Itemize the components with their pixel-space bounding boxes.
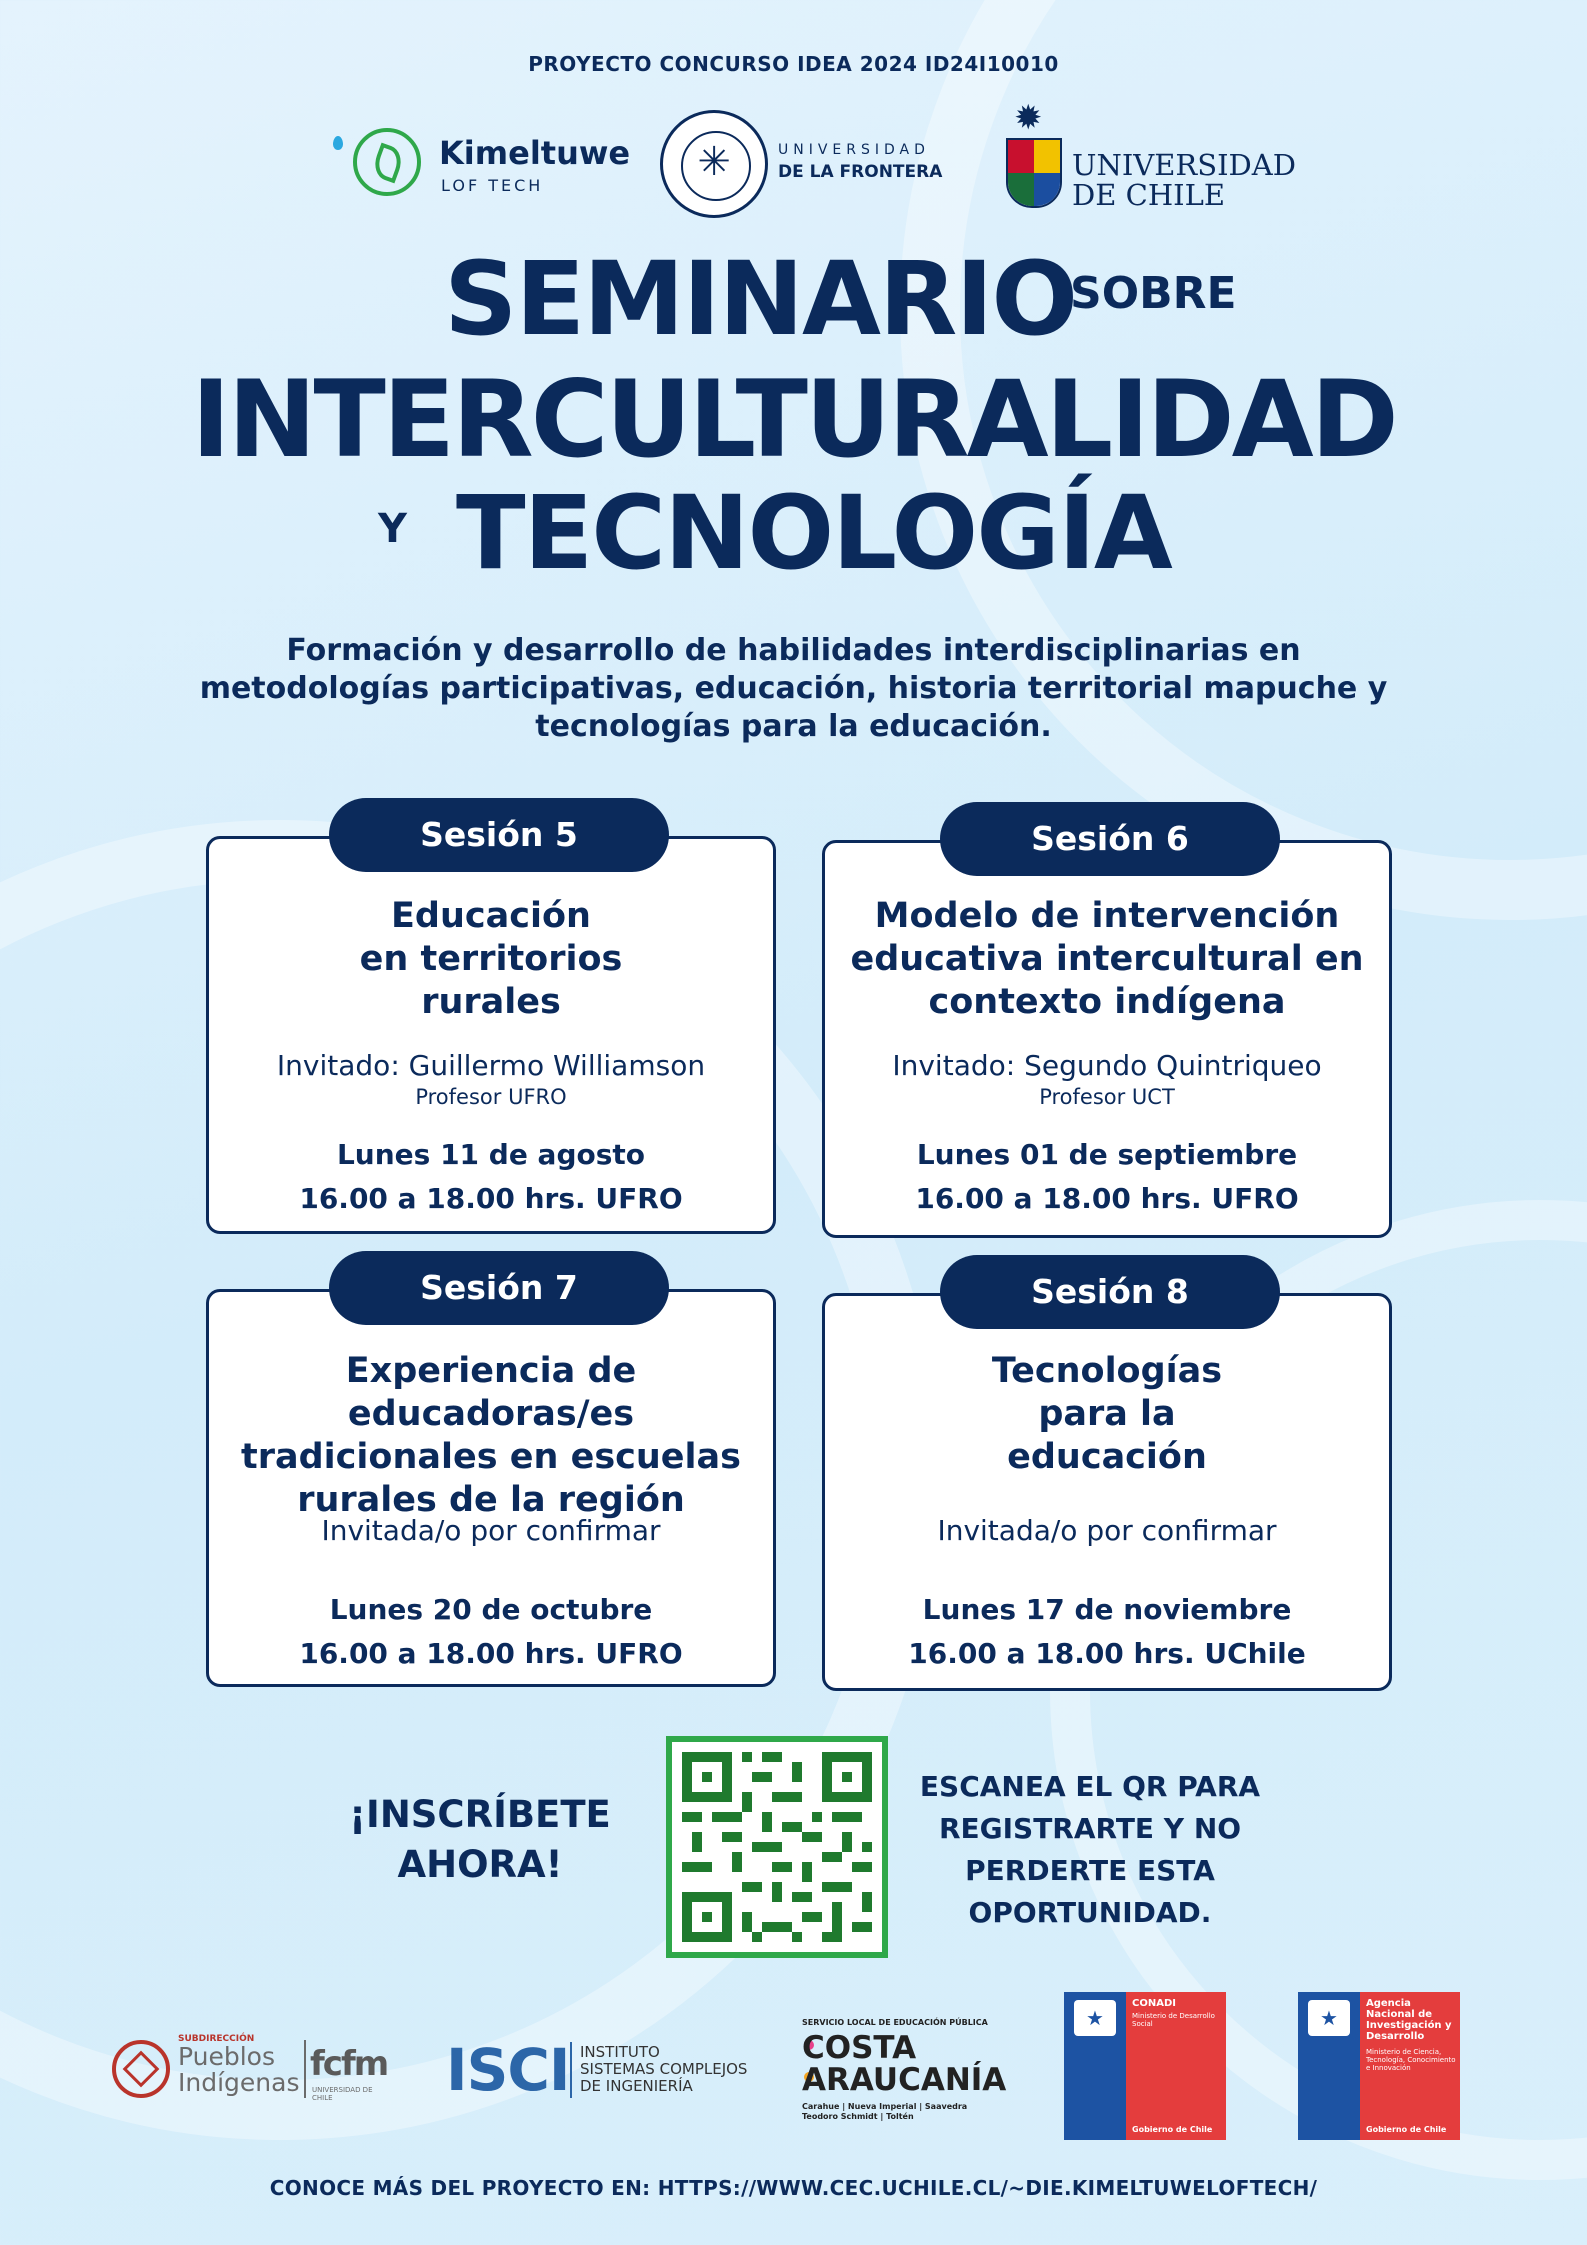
session-title-line: Experiencia de educadoras/es — [345, 1351, 637, 1434]
uchile-line1: UNIVERSIDAD — [1072, 148, 1296, 182]
session-time-text: 16.00 a 18.00 hrs. UChile — [908, 1637, 1306, 1670]
pi-name — [178, 2044, 299, 2096]
session-time-text: 16.00 a 18.00 hrs. UFRO — [299, 1182, 683, 1215]
scan-line: REGISTRARTE Y NO — [938, 1812, 1242, 1845]
isci-line: SISTEMAS COMPLEJOS — [580, 2060, 748, 2078]
session-date — [825, 1588, 1389, 1676]
subtitle — [0, 632, 1587, 746]
session-title-line: contexto indígena — [928, 982, 1286, 1022]
ufro-line2: DE LA FRONTERA — [778, 162, 943, 182]
fcfm-logo-text: fcfm — [310, 2044, 388, 2084]
session-time-text: 16.00 a 18.00 hrs. UFRO — [299, 1637, 683, 1670]
title-tecnologia: TECNOLOGÍA — [456, 474, 1171, 593]
session-date-text: Lunes 17 de noviembre — [922, 1593, 1292, 1626]
costa-line1: COSTA — [802, 2030, 917, 2066]
title-seminario: SEMINARIO — [444, 240, 1077, 359]
isci-line: DE INGENIERÍA — [580, 2077, 693, 2095]
session-label-6: Sesión 6 — [940, 802, 1280, 876]
session-date — [209, 1588, 773, 1676]
water-drop-icon — [333, 136, 343, 150]
session-title — [209, 1350, 773, 1522]
ufro-logo — [660, 110, 960, 220]
uchile-line2: DE CHILE — [1072, 178, 1226, 212]
costa-subtext — [802, 2102, 967, 2122]
isci-text — [580, 2044, 747, 2095]
pueblos-indigenas-seal-icon — [112, 2040, 170, 2098]
session-title — [209, 895, 773, 1024]
session-title-line: rurales de la región — [297, 1480, 685, 1520]
conadi-name: CONADI — [1132, 1998, 1176, 2009]
scan-callout — [900, 1766, 1280, 1934]
pi-name-line: Pueblos — [178, 2042, 275, 2071]
title-sobre: SOBRE — [1070, 268, 1237, 319]
subtitle-line: metodologías participativas, educación, historia territorial mapuche y — [199, 671, 1388, 706]
session-date-text: Lunes 20 de octubre — [329, 1593, 653, 1626]
pueblos-indigenas-logo — [112, 2034, 392, 2104]
session-card-8 — [822, 1293, 1392, 1691]
costa-line2: ARAUCANÍA — [802, 2062, 1007, 2098]
title-y: Y — [378, 506, 407, 552]
session-card-7 — [206, 1289, 776, 1687]
costa-araucania-logo — [802, 2018, 1032, 2121]
kimeltuwe-logo — [333, 118, 643, 218]
kimeltuwe-subtitle: LOF TECH — [441, 176, 544, 195]
session-title-line: en territorios — [359, 939, 623, 979]
isci-logo — [446, 2036, 766, 2106]
session-guest: Invitado: Segundo Quintriqueo — [892, 1049, 1322, 1082]
session-title-line: para la — [1038, 1394, 1176, 1434]
session-title-line: educación — [1007, 1437, 1207, 1477]
session-title-line: Tecnologías — [991, 1351, 1223, 1391]
session-title — [825, 1350, 1389, 1479]
uchile-text — [1072, 150, 1296, 210]
isci-wordmark: ISCI — [446, 2036, 570, 2104]
conadi-logo — [1064, 1992, 1226, 2140]
subtitle-line: tecnologías para la educación. — [535, 709, 1052, 744]
session-title-line: Educación — [391, 896, 591, 936]
scan-line: ESCANEA EL QR PARA — [919, 1770, 1261, 1803]
session-date — [825, 1133, 1389, 1221]
divider — [304, 2040, 306, 2098]
session-role: Profesor UCT — [1039, 1085, 1175, 1109]
session-guest: Invitada/o por confirmar — [321, 1514, 661, 1547]
session-card-5 — [206, 836, 776, 1234]
session-label-7: Sesión 7 — [329, 1251, 669, 1325]
session-date-text: Lunes 11 de agosto — [336, 1138, 646, 1171]
costa-top-label: SERVICIO LOCAL DE EDUCACIÓN PÚBLICA — [802, 2018, 988, 2027]
kimeltuwe-name: Kimeltuwe — [439, 134, 631, 172]
footer-link[interactable]: CONOCE MÁS DEL PROYECTO EN: HTTPS://WWW.CEC.UCHILE.CL/~DIE.KIMELTUWELOFTECH/ — [269, 2176, 1318, 2200]
anid-logo — [1298, 1992, 1460, 2140]
session-title-line: rurales — [421, 982, 561, 1022]
anid-name: Agencia Nacional de Investigación y Desarrollo — [1366, 1998, 1452, 2042]
pi-name-line: Indígenas — [178, 2068, 300, 2097]
ufro-seal-icon — [660, 110, 768, 218]
title-interculturalidad: INTERCULTURALIDAD — [191, 358, 1396, 481]
project-line: PROYECTO CONCURSO IDEA 2024 ID24I10010 — [528, 52, 1059, 76]
session-title — [825, 895, 1389, 1024]
conadi-footer: Gobierno de Chile — [1132, 2125, 1213, 2134]
subtitle-line: Formación y desarrollo de habilidades interdisciplinarias en — [286, 633, 1301, 668]
chile-crest-icon: ★ — [1308, 2000, 1350, 2036]
chile-crest-icon: ★ — [1074, 2000, 1116, 2036]
session-date — [209, 1133, 773, 1221]
uchile-crest-icon — [1006, 138, 1062, 208]
signup-line: AHORA! — [397, 1843, 563, 1886]
scan-line: PERDERTE ESTA — [965, 1854, 1215, 1887]
signup-line: ¡INSCRÍBETE — [349, 1793, 611, 1836]
anid-footer: Gobierno de Chile — [1366, 2125, 1447, 2134]
pi-small-label: SUBDIRECCIÓN — [178, 2034, 255, 2044]
session-title-line: Modelo de intervención — [874, 896, 1340, 936]
session-title-line: tradicionales en escuelas — [241, 1437, 741, 1477]
session-role: Profesor UFRO — [415, 1085, 567, 1109]
session-label-5: Sesión 5 — [329, 798, 669, 872]
session-date-text: Lunes 01 de septiembre — [916, 1138, 1298, 1171]
scan-line: OPORTUNIDAD. — [968, 1896, 1212, 1929]
star-icon: ✹ — [1014, 98, 1043, 138]
uchile-logo — [1000, 98, 1296, 218]
session-label-8: Sesión 8 — [940, 1255, 1280, 1329]
divider — [570, 2042, 572, 2098]
qr-code[interactable] — [666, 1736, 888, 1958]
conadi-subtitle: Ministerio de Desarrollo Social — [1132, 2012, 1215, 2028]
qr-code-icon — [672, 1742, 882, 1952]
signup-callout — [330, 1790, 630, 1890]
isci-line: INSTITUTO — [580, 2043, 660, 2061]
session-time-text: 16.00 a 18.00 hrs. UFRO — [915, 1182, 1299, 1215]
session-guest: Invitado: Guillermo Williamson — [276, 1049, 706, 1082]
ufro-line1: UNIVERSIDAD — [778, 142, 930, 158]
session-guest: Invitada/o por confirmar — [937, 1514, 1277, 1547]
fcfm-uchile-text: UNIVERSIDAD DE CHILE — [312, 2086, 373, 2102]
costa-sub-line: Teodoro Schmidt | Toltén — [802, 2112, 914, 2121]
anid-subtitle: Ministerio de Ciencia, Tecnología, Conocimiento e Innovación — [1366, 2048, 1456, 2072]
session-title-line: educativa intercultural en — [850, 939, 1364, 979]
session-card-6 — [822, 840, 1392, 1238]
leaf-icon — [353, 128, 421, 196]
costa-sub-line: Carahue | Nueva Imperial | Saavedra — [802, 2102, 968, 2111]
